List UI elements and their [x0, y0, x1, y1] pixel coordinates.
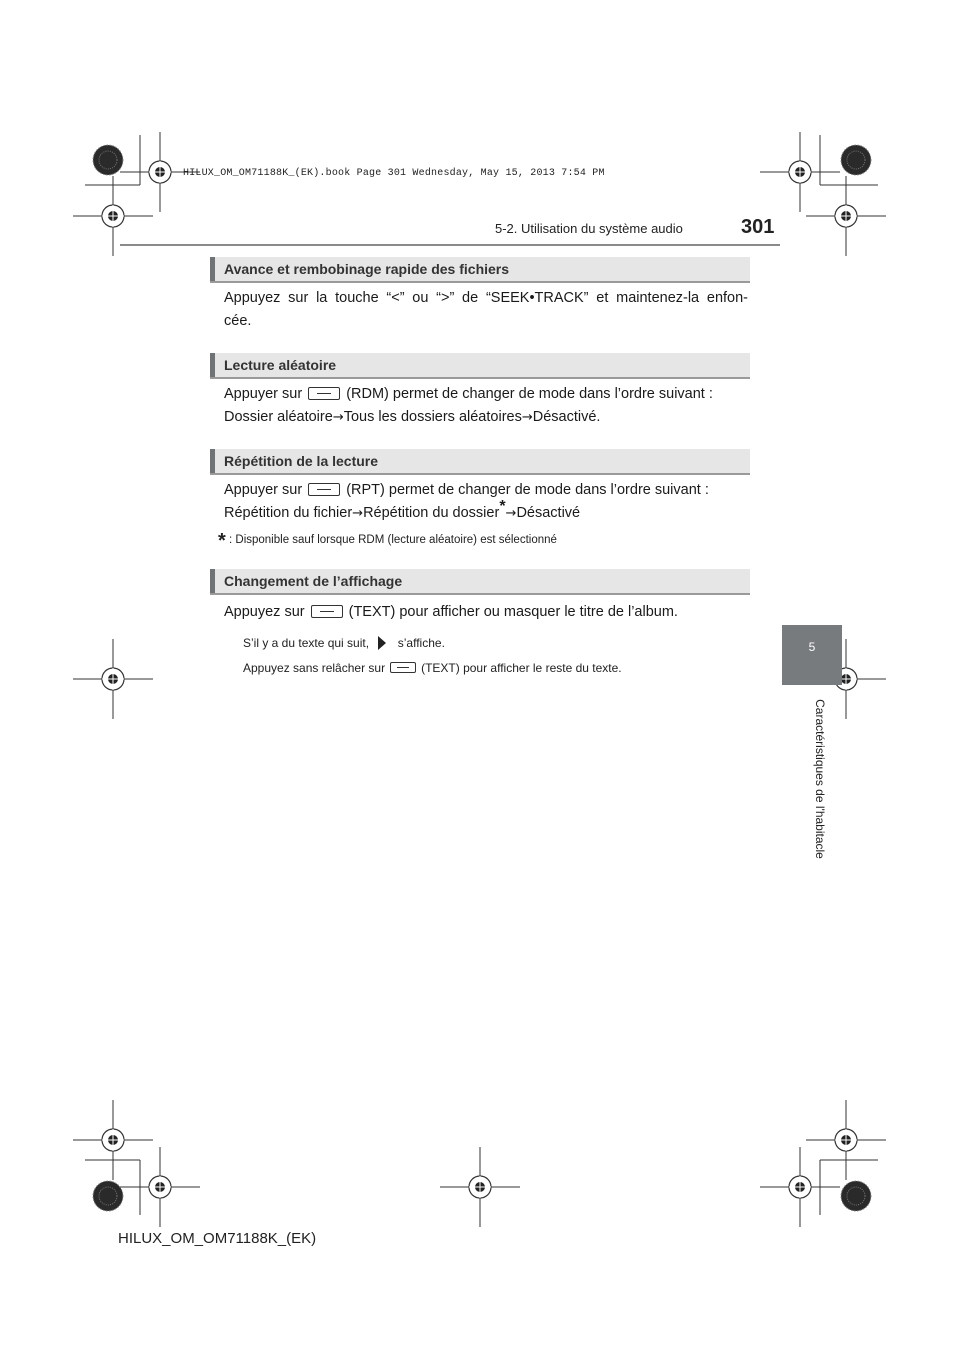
text-run: s’affiche. — [397, 636, 445, 651]
preset-button-icon — [390, 662, 416, 673]
page-number: 301 — [741, 216, 775, 238]
random-play-paragraph — [224, 383, 748, 429]
arrow-right-icon: → — [352, 506, 364, 521]
section-header-repeat-play — [210, 449, 750, 475]
header-section-title: 5-2. Utilisation du système audio — [495, 221, 683, 236]
text-run: Appuyez sur — [224, 604, 305, 620]
fast-forward-paragraph — [224, 287, 748, 333]
text-run: Tous les dossiers aléatoires — [343, 409, 522, 425]
asterisk-icon: * — [218, 530, 226, 552]
text-run: (TEXT) pour afficher le reste du texte. — [421, 661, 622, 675]
chapter-tab-number: 5 — [808, 640, 816, 654]
arrow-right-icon: → — [521, 410, 533, 425]
text-run: Désactivé. — [532, 409, 601, 425]
section-title: Répétition de la lecture — [224, 453, 379, 469]
text-run: Dossier aléatoire — [224, 409, 333, 425]
asterisk-icon: * — [499, 498, 506, 516]
chapter-tab — [782, 625, 842, 685]
section-header-display-change — [210, 569, 750, 595]
text-run: Appuyez sans relâcher sur — [243, 661, 386, 675]
paragraph-line — [224, 406, 748, 429]
text-run: (TEXT) pour afficher ou masquer le titre de l’album. — [348, 604, 678, 620]
document-id: HILUX_OM_OM71188K_(EK) — [118, 1230, 317, 1247]
text-run: Répétition du fichier — [224, 505, 353, 521]
preset-button-icon — [311, 605, 343, 618]
section-header-random-play — [210, 353, 750, 379]
section-title: Changement de l’affichage — [224, 573, 403, 589]
paragraph-line: Appuyez sur la touche “<” ou “>” de “SEEK•TRACK” et maintenez-la enfon- — [224, 290, 748, 306]
section-title: Avance et rembobinage rapide des fichiers — [224, 261, 510, 277]
display-change-paragraph — [224, 601, 748, 624]
text-run: Appuyer sur — [224, 482, 303, 498]
text-run: Appuyer sur — [224, 386, 303, 402]
text-run: (RPT) permet de changer de mode dans l’ordre suivant : — [346, 482, 709, 498]
display-note-2 — [243, 661, 748, 675]
play-triangle-icon — [378, 636, 386, 650]
footnote — [218, 530, 557, 553]
text-run: S’il y a du texte qui suit, — [243, 636, 370, 651]
footnote-text: : Disponible sauf lorsque RDM (lecture aléatoire) est sélectionné — [229, 534, 557, 546]
preset-button-icon — [308, 387, 340, 400]
display-note-1 — [243, 636, 748, 652]
repeat-play-paragraph — [224, 479, 748, 525]
text-run: Répétition du dossier — [363, 505, 500, 521]
header-rule — [120, 244, 780, 246]
arrow-right-icon: → — [505, 506, 517, 521]
arrow-right-icon: → — [332, 410, 344, 425]
paragraph-line — [224, 479, 748, 502]
print-info-line: HILUX_OM_OM71188K_(EK).book Page 301 Wednesday, May 15, 2013 7:54 PM — [183, 168, 605, 179]
text-run: Désactivé — [516, 505, 581, 521]
chapter-tab-label: Caractéristiques de l'habitacle — [813, 699, 827, 859]
text-run: (RDM) permet de changer de mode dans l’ordre suivant : — [346, 386, 713, 402]
section-header-fast-forward — [210, 257, 750, 283]
paragraph-line — [224, 498, 748, 525]
paragraph-line — [224, 601, 748, 624]
section-title: Lecture aléatoire — [224, 357, 337, 373]
paragraph-line: cée. — [224, 313, 252, 329]
preset-button-icon — [308, 483, 340, 496]
paragraph-line — [224, 383, 748, 406]
